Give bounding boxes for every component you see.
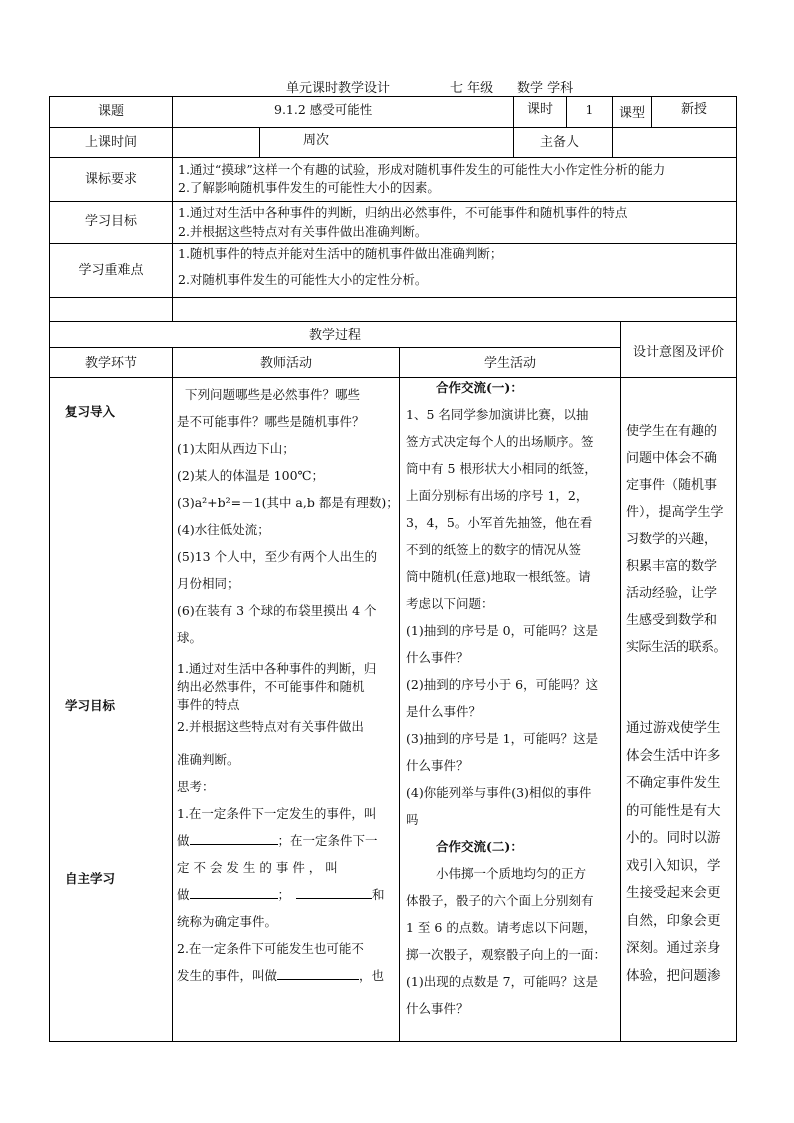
- blank-2[interactable]: [190, 884, 278, 899]
- preparer-label: 主备人: [540, 135, 580, 150]
- blank-1[interactable]: [190, 830, 278, 845]
- student-line: 不到的纸签上的数字的情况从签: [406, 542, 582, 557]
- student-line: 是什么事件？: [406, 704, 482, 719]
- q1-line-3: 定 不 会 发 生 的 事 件 ， 叫: [177, 860, 338, 875]
- student-line: 掷一次骰子，观察骰子向上的一面：: [406, 947, 607, 962]
- design-line: 自然，印象会更: [626, 912, 721, 929]
- student-line: (1)出现的点数是 7，可能吗？这是: [406, 974, 599, 989]
- period-label: 课时: [526, 102, 553, 117]
- student-line: 小伟掷一个质地均匀的正方: [436, 866, 587, 881]
- blank-3[interactable]: [296, 884, 372, 899]
- teacher-line: (3)a²+b²=－1(其中 a,b 都是有理数)；: [177, 495, 399, 510]
- design-line: 活动经验，让学: [626, 586, 718, 601]
- student-line: 1 至 6 的点数。请考虑以下问题，: [406, 920, 597, 935]
- standards-line-1: 1.通过“摸球”这样一个有趣的试验，形成对随机事件发生的可能性大小作定性分析的能力: [178, 162, 666, 177]
- doc-title: 单元课时教学设计: [286, 81, 391, 96]
- design-line: 戏引入知识，学: [626, 857, 721, 874]
- q1-line: 1.在一定条件下一定发生的事件，叫: [177, 806, 377, 821]
- design-line: 实际生活的联系。: [626, 640, 727, 655]
- q1-line-5: 统称为确定事件。: [177, 914, 278, 929]
- design-line: 体会生活中许多: [626, 747, 721, 764]
- teacher-goal-line: 准确判断。: [177, 752, 240, 767]
- teacher-line: (6)在装有 3 个球的布袋里摸出 4 个: [177, 603, 377, 618]
- teacher-goal-line: 纳出必然事件，不可能事件和随机: [177, 679, 365, 694]
- teacher-line: 球。: [177, 630, 203, 645]
- design-intent-1: [626, 418, 734, 661]
- student-line: 筒中有 5 根形状大小相同的纸签，: [406, 461, 597, 476]
- standards-line-2: 2.了解影响随机事件发生的可能性大小的因素。: [178, 180, 440, 195]
- week-label: 周次: [303, 133, 330, 148]
- teacher-goals: [177, 660, 376, 736]
- student-line: 3，4，5。小军首先抽签，他在看: [406, 515, 593, 530]
- q2-line-2: 发生的事件，叫做 ，也: [177, 962, 385, 989]
- design-line: 使学生在有趣的: [626, 424, 718, 439]
- grade-label: 七 年级: [450, 81, 494, 96]
- design-line: 生感受到数学和: [626, 613, 718, 628]
- type-label: 课型: [618, 106, 645, 121]
- teacher-line: 月份相同；: [177, 576, 240, 591]
- design-line: 积累丰富的数学: [626, 559, 718, 574]
- student-head-2: 合作交流(二)：: [436, 839, 523, 854]
- col-stage: 教学环节: [84, 356, 137, 371]
- design-line: 件），提高学生学: [626, 505, 724, 520]
- teacher-line: (4)水往低处流；: [177, 522, 270, 537]
- student-line: 签方式决定每个人的出场顺序。签: [406, 434, 594, 449]
- student-line: 什么事件？: [406, 650, 469, 665]
- teacher-goal-line: 1.通过对生活中各种事件的判断，归: [177, 661, 377, 676]
- think-label: 思考：: [177, 779, 215, 794]
- topic-value: 9.1.2 感受可能性: [274, 102, 373, 117]
- blank-4[interactable]: [277, 965, 359, 980]
- type-value: 新授: [680, 102, 707, 117]
- student-line: 体骰子，骰子的六个面上分别刻有: [406, 893, 594, 908]
- design-line: 通过游戏使学生: [626, 720, 721, 736]
- student-line: 筒中随机(任意)地取一根纸签。请: [406, 569, 591, 584]
- teacher-line: 下列问题哪些是必然事件？哪些: [185, 387, 361, 402]
- stage-goals: 学习目标: [65, 698, 116, 713]
- design-line: 体验，把问题渗: [626, 967, 721, 984]
- teacher-line: (5)13 个人中，至少有两个人出生的: [177, 549, 378, 564]
- student-line: (2)抽到的序号小于 6，可能吗？这: [406, 677, 599, 692]
- keypoints-line-1: 1.随机事件的特点并能对生活中的随机事件做出准确判断；: [178, 246, 503, 261]
- q1-line-4: 做 ； 和: [177, 881, 385, 908]
- student-line: (4)你能列举与事件(3)相似的事件: [406, 785, 592, 800]
- q2-line: 2.在一定条件下可能发生也可能不: [177, 941, 364, 956]
- keypoints-line-2: 2.对随机事件发生的可能性大小的定性分析。: [178, 272, 428, 287]
- period-value: 1: [585, 103, 594, 117]
- design-line: 深刻。通过亲身: [626, 940, 721, 956]
- teacher-line: (2)某人的体温是 100℃；: [177, 468, 325, 483]
- design-line: 问题中体会不确: [626, 451, 718, 466]
- design-line: 习数学的兴趣，: [626, 532, 718, 547]
- time-label: 上课时间: [84, 135, 137, 150]
- student-activity: [406, 375, 606, 1022]
- col-teacher: 教师活动: [259, 356, 312, 371]
- teacher-goal-line: 事件的特点: [177, 697, 240, 712]
- keypoints-label: 学习重难点: [78, 263, 144, 278]
- design-line: 定事件（随机事: [626, 478, 718, 493]
- student-line: 吗: [406, 812, 419, 827]
- process-title: 教学过程: [308, 328, 361, 343]
- design-line: 小的。同时以游: [626, 830, 721, 846]
- col-student: 学生活动: [483, 356, 536, 371]
- design-line: 的可能性是有大: [626, 802, 721, 819]
- teacher-line: (1)太阳从西边下山；: [177, 441, 295, 456]
- goals-line-2: 2.并根据这些特点对有关事件做出准确判断。: [178, 224, 428, 239]
- design-line: 生接受起来会更: [626, 885, 721, 901]
- teacher-line: 是不可能事件？哪些是随机事件？: [177, 414, 365, 429]
- q1-line-2: 做 ；在一定条件下一: [177, 827, 385, 854]
- subject-label: 数学 学科: [517, 81, 574, 96]
- student-head-1: 合作交流(一)：: [436, 380, 523, 395]
- design-intent-2: [626, 715, 734, 990]
- stage-self-study: 自主学习: [65, 871, 116, 886]
- topic-label: 课题: [97, 104, 124, 119]
- stage-review: 复习导入: [65, 404, 116, 419]
- student-line: 上面分别标有出场的序号 1，2，: [406, 488, 589, 503]
- goals-label: 学习目标: [84, 214, 137, 229]
- student-line: 1、5 名同学参加演讲比赛，以抽: [406, 407, 589, 422]
- goals-line-1: 1.通过对生活中各种事件的判断，归纳出必然事件，不可能事件和随机事件的特点: [178, 205, 628, 220]
- standards-label: 课标要求: [84, 172, 137, 187]
- student-line: 什么事件？: [406, 1001, 469, 1016]
- student-line: (1)抽到的序号是 0，可能吗？这是: [406, 623, 599, 638]
- col-design: 设计意图及评价: [632, 345, 724, 360]
- teacher-activity: [177, 381, 399, 651]
- teacher-goals-end: [177, 746, 385, 989]
- student-line: 什么事件？: [406, 758, 469, 773]
- student-line: 考虑以下问题：: [406, 596, 494, 611]
- teacher-goal-line: 2.并根据这些特点对有关事件做出: [177, 719, 364, 734]
- student-line: (3)抽到的序号是 1，可能吗？这是: [406, 731, 599, 746]
- design-line: 不确定事件发生: [626, 775, 721, 791]
